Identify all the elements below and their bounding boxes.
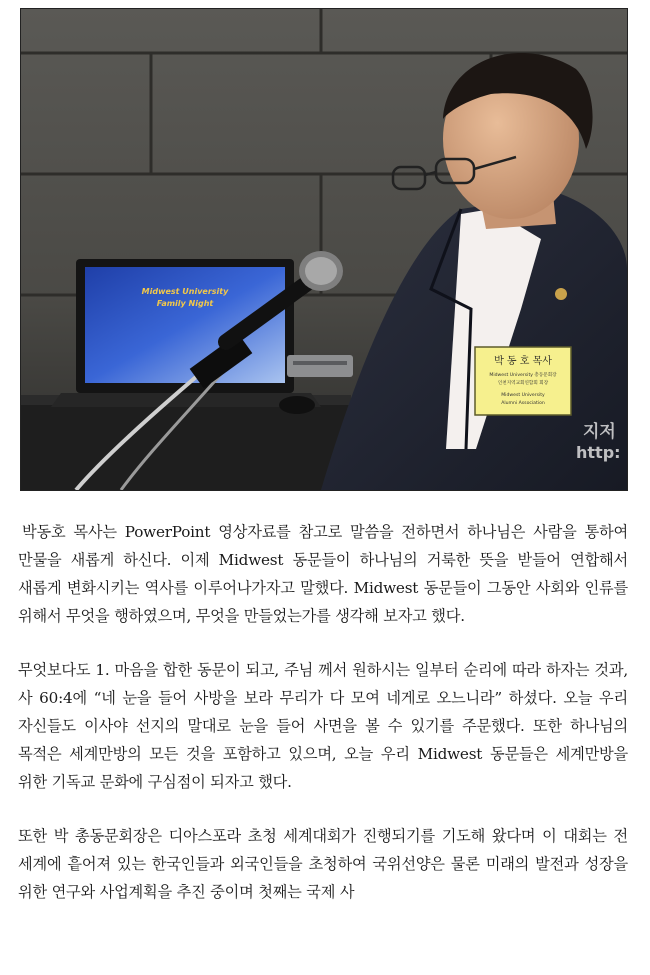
slide-title-line1: Midwest University xyxy=(141,287,229,296)
slide-title-line2: Family Night xyxy=(156,299,214,308)
name-tag-line3: Midwest University xyxy=(501,393,545,398)
name-tag-name: 박 동 호 목사 xyxy=(494,356,552,367)
watermark-line1: 지저 xyxy=(583,422,616,442)
lapel-pin xyxy=(555,288,567,300)
name-tag xyxy=(475,347,571,415)
name-tag-line2: 인천지역교회연합회 회장 xyxy=(497,381,549,386)
desk-device xyxy=(287,355,353,377)
name-tag-line4: Alumni Association xyxy=(501,401,545,406)
watermark-line2: http: xyxy=(576,443,621,462)
name-tag-line1: Midwest University 총동문회장 xyxy=(489,373,557,378)
computer-mouse xyxy=(279,396,315,414)
speaker-photo-illustration xyxy=(21,9,627,490)
article-paragraph-2: 무엇보다도 1. 마음을 합한 동문이 되고, 주님 께서 원하시는 일부터 순리에 따라 하자는 것과, 사 60:4에 “네 눈을 들어 사방을 보라 무리가 다 모여 네게로 오느니라” 하셨다. 오늘 우리 자신들도 이사야 선지의 말대로 눈을 들어 사면을 볼 수 있기를 주문했다. 또한 하나님의 목적은 세계만방의 모든 것을 포함하고 있으며, 오늘 우리 Midwest 동문들은 세계만방을 위한 기독교 문화에 구심점이 되자고 했다. xyxy=(18,661,628,791)
article-photo xyxy=(20,8,628,491)
article-paragraph-3: 또한 박 총동문회장은 디아스포라 초청 세계대회가 진행되기를 기도해 왔다며 이 대회는 전 세계에 흩어져 있는 한국인들과 외국인들을 초청하여 국위선양은 물론 미래의 발전과 성장을 위한 연구와 사업계획을 추진 중이며 첫째는 국제 사 xyxy=(18,827,628,901)
article-paragraph-1: 박동호 목사는 PowerPoint 영상자료를 참고로 말씀을 전하면서 하나님은 사람을 통하여 만물을 새롭게 하신다. 이제 Midwest 동문들이 하나님의 거룩한 뜻을 받들어 연합해서 새롭게 변화시키는 역사를 이루어나가자고 말했다. Midwest 동문들이 그동안 사회와 인류를 위해서 무엇을 행하였으며, 무엇을 만들었는가를 생각해 보자고 했다. xyxy=(18,523,628,625)
article-body xyxy=(18,518,628,932)
